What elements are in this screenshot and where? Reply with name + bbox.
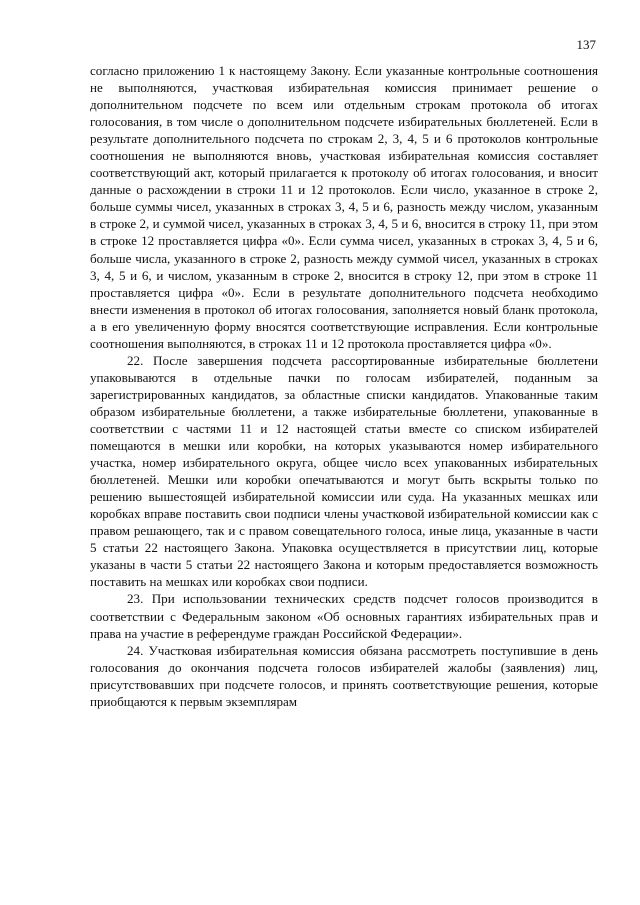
paragraph-24: 24. Участковая избирательная комиссия обязана рассмотреть поступившие в день голосования до окончания подсчета голосов избирателей жалобы (заявления) лиц, присутствовавших при подсчете голосов, и принять соответствующие решения, которые приобщаются к первым экземплярам bbox=[90, 642, 598, 709]
page-number: 137 bbox=[576, 37, 596, 52]
paragraph-23: 23. При использовании технических средств подсчет голосов производится в соответствии с Федеральным законом «Об основных гарантиях избирательных прав и права на участие в референдуме граждан Российской Федерации». bbox=[90, 591, 598, 641]
paragraph-22: 22. После завершения подсчета рассортированные избирательные бюллетени упаковываются в отдельные пачки по голосам избирателей, поданным за зарегистрированных кандидатов, за областные списки кандидатов. Упакованные таким образом избирательные бюллетени, а также избирательные бюллетени, упакованные в соответствии с частями 11 и 12 настоящей статьи вместе со списком избирателей помещаются в мешки или коробки, на которых указываются номер избирательного участка, номер избирательного округа, общее число всех упакованных избирательных бюллетеней. Мешки или коробки опечатываются и могут быть вскрыты только по решению вышестоящей избирательной комиссии или суда. На указанных мешках или коробках вправе поставить свои подписи члены участковой избирательной комиссии как с правом решающего, так и с правом совещательного голоса, иные лица, указанные в части 5 статьи 22 настоящего Закона. Упаковка осуществляется в присутствии лиц, которые указаны в части 5 статьи 22 настоящего Закона и которым предоставляется возможность поставить на мешках или коробках свои подписи. bbox=[90, 352, 598, 590]
document-body bbox=[90, 62, 598, 710]
paragraph-continuation: согласно приложению 1 к настоящему Закону. Если указанные контрольные соотношения не выполняются, участковая избирательная комиссия принимает решение о дополнительном подсчете по всем или отдельным строкам протокола об итогах голосования, в том числе о дополнительном подсчете избирательных бюллетеней. Если в результате дополнительного подсчета по строкам 2, 3, 4, 5 и 6 протоколов контрольные соотношения не выполняются вновь, участковая избирательная комиссия составляет соответствующий акт, который прилагается к протоколу об итогах голосования, и вносит данные о расхождении в строки 11 и 12 протоколов. Если число, указанное в строке 2, больше суммы чисел, указанных в строках 3, 4, 5 и 6, разность между числом, указанным в строке 2, и суммой чисел, указанных в строках 3, 4, 5 и 6, вносится в строку 11, при этом в строке 12 проставляется цифра «0». Если сумма чисел, указанных в строках 3, 4, 5 и 6, больше числа, указанного в строке 2, разность между суммой чисел, указанных в строках 3, 4, 5 и 6, и числом, указанным в строке 2, вносится в строку 12, при этом в строке 11 проставляется цифра «0». Если в результате дополнительного подсчета необходимо внести изменения в протокол об итогах голосования, заполняется новый бланк протокола, а в его увеличенную форму вносятся соответствующие исправления. Если контрольные соотношения выполняются, в строках 11 и 12 протокола проставляется цифра «0». bbox=[90, 63, 598, 351]
